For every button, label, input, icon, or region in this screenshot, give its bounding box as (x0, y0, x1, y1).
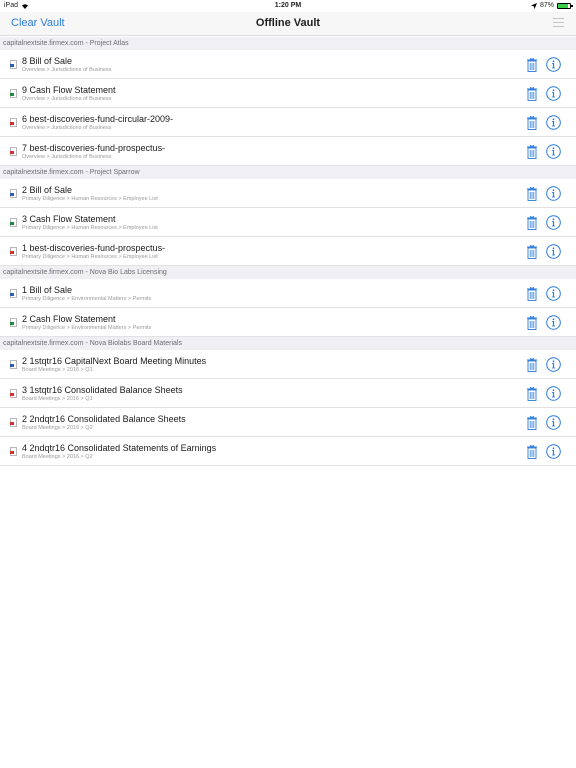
excel-file-icon (10, 218, 17, 227)
section-rows (0, 179, 576, 266)
list-item[interactable] (0, 308, 576, 337)
section-rows (0, 350, 576, 466)
file-type-badge (10, 122, 14, 125)
section-rows (0, 50, 576, 166)
document-path: Primary Diligence > Environmental Matters > Permits (22, 325, 152, 331)
nav-bar (0, 12, 576, 36)
status-right (531, 2, 571, 9)
pdf-file-icon (10, 118, 17, 127)
info-icon[interactable] (546, 244, 561, 259)
battery-percent: 87% (539, 2, 554, 9)
word-file-icon (10, 360, 17, 369)
trash-icon[interactable] (526, 316, 538, 330)
vault-section (0, 166, 576, 266)
file-type-badge (10, 293, 14, 296)
document-title: 2 2ndqtr16 Consolidated Balance Sheets (22, 414, 186, 424)
info-icon[interactable] (546, 144, 561, 159)
device-label: iPad (4, 2, 19, 9)
info-icon[interactable] (546, 115, 561, 130)
trash-icon[interactable] (526, 287, 538, 301)
document-title: 9 Cash Flow Statement (22, 85, 116, 95)
word-file-icon (10, 189, 17, 198)
file-type-badge (10, 422, 14, 425)
section-header: capitalnextsite.firmex.com - Nova Biolabs Board Materials (0, 337, 576, 350)
word-file-icon (10, 289, 17, 298)
file-type-badge (10, 151, 14, 154)
info-icon[interactable] (546, 186, 561, 201)
document-path: Board Meetings > 2016 > Q1 (22, 396, 93, 402)
list-item[interactable] (0, 437, 576, 466)
info-icon[interactable] (546, 357, 561, 372)
file-type-badge (10, 193, 14, 196)
document-path: Primary Diligence > Human Resources > Employee List (22, 254, 158, 260)
document-title: 1 best-discoveries-fund-prospectus- (22, 243, 166, 253)
trash-icon[interactable] (526, 87, 538, 101)
document-path: Board Meetings > 2016 > Q2 (22, 425, 93, 431)
section-header: capitalnextsite.firmex.com - Project Sparrow (0, 166, 576, 179)
trash-icon[interactable] (526, 145, 538, 159)
list-item[interactable] (0, 79, 576, 108)
info-icon[interactable] (546, 86, 561, 101)
document-path: Primary Diligence > Human Resources > Employee List (22, 225, 158, 231)
list-item[interactable] (0, 379, 576, 408)
document-path: Overview > Jurisdictions of Business (22, 125, 112, 131)
file-type-badge (10, 222, 14, 225)
list-item[interactable] (0, 237, 576, 266)
offline-vault-list (0, 37, 576, 466)
document-title: 3 Cash Flow Statement (22, 214, 116, 224)
pdf-file-icon (10, 418, 17, 427)
clear-vault-button[interactable]: Clear Vault (11, 17, 65, 29)
list-item[interactable] (0, 279, 576, 308)
document-path: Overview > Jurisdictions of Business (22, 96, 112, 102)
document-path: Overview > Jurisdictions of Business (22, 67, 112, 73)
list-item[interactable] (0, 50, 576, 79)
trash-icon[interactable] (526, 58, 538, 72)
document-title: 2 Cash Flow Statement (22, 314, 116, 324)
file-type-badge (10, 251, 14, 254)
battery-icon (557, 3, 571, 9)
document-path: Overview > Jurisdictions of Business (22, 154, 112, 160)
battery-cap (571, 5, 573, 7)
pdf-file-icon (10, 247, 17, 256)
list-item[interactable] (0, 350, 576, 379)
list-item[interactable] (0, 179, 576, 208)
document-path: Board Meetings > 2016 > Q1 (22, 367, 93, 373)
status-time: 1:20 PM (274, 2, 302, 9)
info-icon[interactable] (546, 415, 561, 430)
document-title: 4 2ndqtr16 Consolidated Statements of Earnings (22, 443, 217, 453)
excel-file-icon (10, 89, 17, 98)
page-title: Offline Vault (255, 17, 321, 29)
document-title: 8 Bill of Sale (22, 56, 73, 66)
status-bar (0, 0, 576, 12)
pdf-file-icon (10, 447, 17, 456)
info-icon[interactable] (546, 57, 561, 72)
file-type-badge (10, 64, 14, 67)
pdf-file-icon (10, 389, 17, 398)
list-item[interactable] (0, 408, 576, 437)
trash-icon[interactable] (526, 416, 538, 430)
list-item[interactable] (0, 137, 576, 166)
document-title: 2 1stqtr16 CapitalNext Board Meeting Minutes (22, 356, 207, 366)
vault-section (0, 337, 576, 466)
file-type-badge (10, 393, 14, 396)
info-icon[interactable] (546, 286, 561, 301)
file-type-badge (10, 451, 14, 454)
battery-fill (558, 4, 568, 8)
info-icon[interactable] (546, 315, 561, 330)
list-item[interactable] (0, 108, 576, 137)
trash-icon[interactable] (526, 116, 538, 130)
file-type-badge (10, 93, 14, 96)
list-item[interactable] (0, 208, 576, 237)
vault-section (0, 37, 576, 166)
info-icon[interactable] (546, 444, 561, 459)
info-icon[interactable] (546, 215, 561, 230)
trash-icon[interactable] (526, 245, 538, 259)
section-header: capitalnextsite.firmex.com - Nova Bio Labs Licensing (0, 266, 576, 279)
word-file-icon (10, 60, 17, 69)
file-type-badge (10, 322, 14, 325)
document-title: 7 best-discoveries-fund-prospectus- (22, 143, 166, 153)
document-path: Board Meetings > 2016 > Q2 (22, 454, 93, 460)
trash-icon[interactable] (526, 358, 538, 372)
trash-icon[interactable] (526, 445, 538, 459)
trash-icon[interactable] (526, 387, 538, 401)
trash-icon[interactable] (526, 187, 538, 201)
document-title: 3 1stqtr16 Consolidated Balance Sheets (22, 385, 183, 395)
info-icon[interactable] (546, 386, 561, 401)
trash-icon[interactable] (526, 216, 538, 230)
hamburger-icon[interactable] (553, 18, 564, 28)
file-type-badge (10, 364, 14, 367)
vault-section (0, 266, 576, 337)
section-rows (0, 279, 576, 337)
document-title: 6 best-discoveries-fund-circular-2009- (22, 114, 174, 124)
excel-file-icon (10, 318, 17, 327)
document-path: Primary Diligence > Human Resources > Employee List (22, 196, 158, 202)
document-path: Primary Diligence > Environmental Matters > Permits (22, 296, 152, 302)
document-title: 2 Bill of Sale (22, 185, 73, 195)
location-arrow-icon (531, 3, 537, 9)
section-header: capitalnextsite.firmex.com - Project Atlas (0, 37, 576, 50)
document-title: 1 Bill of Sale (22, 285, 73, 295)
pdf-file-icon (10, 147, 17, 156)
